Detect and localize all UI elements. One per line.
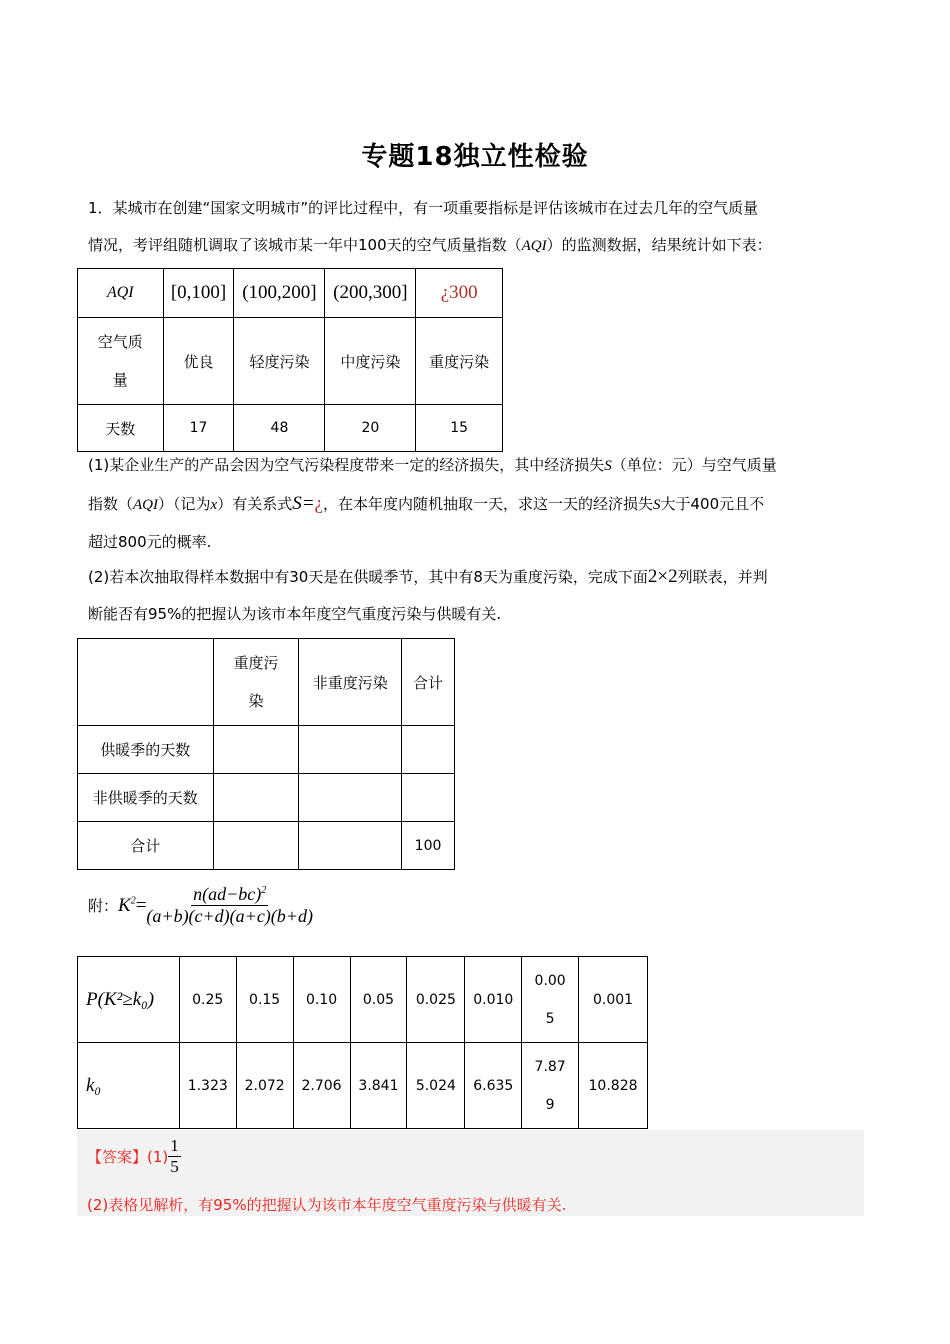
- p-value: 0.10: [293, 957, 350, 1043]
- empty-cell: [213, 774, 299, 822]
- empty-cell: [299, 822, 402, 870]
- part1-line-1: (1)某企业生产的产品会因为空气污染程度带来一定的经济损失，其中经济损失S（单位：元）与空气质量: [88, 456, 777, 474]
- days-cell: 15: [416, 405, 503, 452]
- col-header-nonheavy: 非重度污染: [299, 639, 402, 726]
- p-value: 0.15: [236, 957, 293, 1043]
- empty-cell: [402, 774, 455, 822]
- formula-fraction: $\frac{n(ad-bc)^2}{(a+b)(c+d)(a+c)(b+d)}$: [146, 884, 313, 926]
- aqi-table: [77, 268, 503, 452]
- k-value: 3.841: [350, 1043, 407, 1129]
- empty-cell: [402, 726, 455, 774]
- p-value: 0.25: [179, 957, 236, 1043]
- page-title: 专题18独立性检验: [361, 142, 589, 172]
- k-row-label: k₀: [78, 1043, 180, 1129]
- quality-cell: 优良: [163, 318, 234, 405]
- p-value: 0.00 5: [522, 957, 579, 1043]
- col-header-total: 合计: [402, 639, 455, 726]
- empty-cell: [299, 726, 402, 774]
- k-value: 6.635: [465, 1043, 522, 1129]
- days-cell: 17: [163, 405, 234, 452]
- intro-line-2: 情况，考评组随机调取了该城市某一年中100天的空气质量指数（AQI）的监测数据，结果统计如下表：: [88, 236, 772, 254]
- contingency-table: [77, 638, 455, 870]
- p-value: 0.025: [407, 957, 465, 1043]
- p-value: 0.05: [350, 957, 407, 1043]
- empty-cell: [213, 822, 299, 870]
- quality-cell: 中度污染: [325, 318, 416, 405]
- aqi-range-1: [0,100]: [163, 269, 234, 318]
- aqi-header-label: AQI: [78, 269, 164, 318]
- p-value: 0.001: [579, 957, 648, 1043]
- days-cell: 20: [325, 405, 416, 452]
- k-value: 1.323: [179, 1043, 236, 1129]
- part1-line-2: 指数（AQI）（记为x）有关系式S=¿，在本年度内随机抽取一天，求这一天的经济损失S大于400元且不: [88, 493, 765, 514]
- answer-fraction: $\frac{1}{5}$: [170, 1136, 179, 1176]
- answer-line-2: (2)表格见解析，有95%的把握认为该市本年度空气重度污染与供暖有关.: [87, 1196, 567, 1214]
- chi-square-formula: 附： $K^2$ = $\frac{n(ad-bc)^2}{(a+b)(c+d)(a+c)(b+d)}$: [88, 884, 313, 926]
- k-value: 7.87 9: [522, 1043, 579, 1129]
- empty-cell: [299, 774, 402, 822]
- aqi-range-4: ¿300: [416, 269, 503, 318]
- aqi-range-3: (200,300]: [325, 269, 416, 318]
- intro-line-1: 1．某城市在创建“国家文明城市”的评比过程中，有一项重要指标是评估该城市在过去几年的空气质量: [88, 199, 759, 217]
- part-2-text: [88, 558, 868, 633]
- answer-box: [77, 1130, 864, 1216]
- part1-line-3: 超过800元的概率.: [88, 533, 212, 551]
- grand-total: 100: [402, 822, 455, 870]
- days-label: 天数: [78, 405, 164, 452]
- p-row-label: P(K²≥k₀): [78, 957, 180, 1043]
- empty-cell: [213, 726, 299, 774]
- k-value: 5.024: [407, 1043, 465, 1129]
- critical-value-table: [77, 956, 648, 1129]
- row-header-total: 合计: [78, 822, 214, 870]
- p-value: 0.010: [465, 957, 522, 1043]
- part2-line-2: 断能否有95%的把握认为该市本年度空气重度污染与供暖有关.: [88, 605, 502, 623]
- col-header-heavy: 重度污 染: [213, 639, 299, 726]
- k-value: 10.828: [579, 1043, 648, 1129]
- days-cell: 48: [234, 405, 325, 452]
- part-1-text: [88, 447, 878, 561]
- k-value: 2.072: [236, 1043, 293, 1129]
- row-header-nonheating: 非供暖季的天数: [78, 774, 214, 822]
- corner-cell: [78, 639, 214, 726]
- question-1-intro: [88, 190, 868, 265]
- aqi-range-2: (100,200]: [234, 269, 325, 318]
- part2-line-1: (2)若本次抽取得样本数据中有30天是在供暖季节，其中有8天为重度污染，完成下面2×2列联表，并判: [88, 566, 768, 587]
- answer-line-1: 【答案】 (1) $\frac{1}{5}$: [87, 1136, 179, 1176]
- quality-label: 空气质 量: [78, 318, 164, 405]
- k-value: 2.706: [293, 1043, 350, 1129]
- quality-cell: 重度污染: [416, 318, 503, 405]
- quality-cell: 轻度污染: [234, 318, 325, 405]
- row-header-heating: 供暖季的天数: [78, 726, 214, 774]
